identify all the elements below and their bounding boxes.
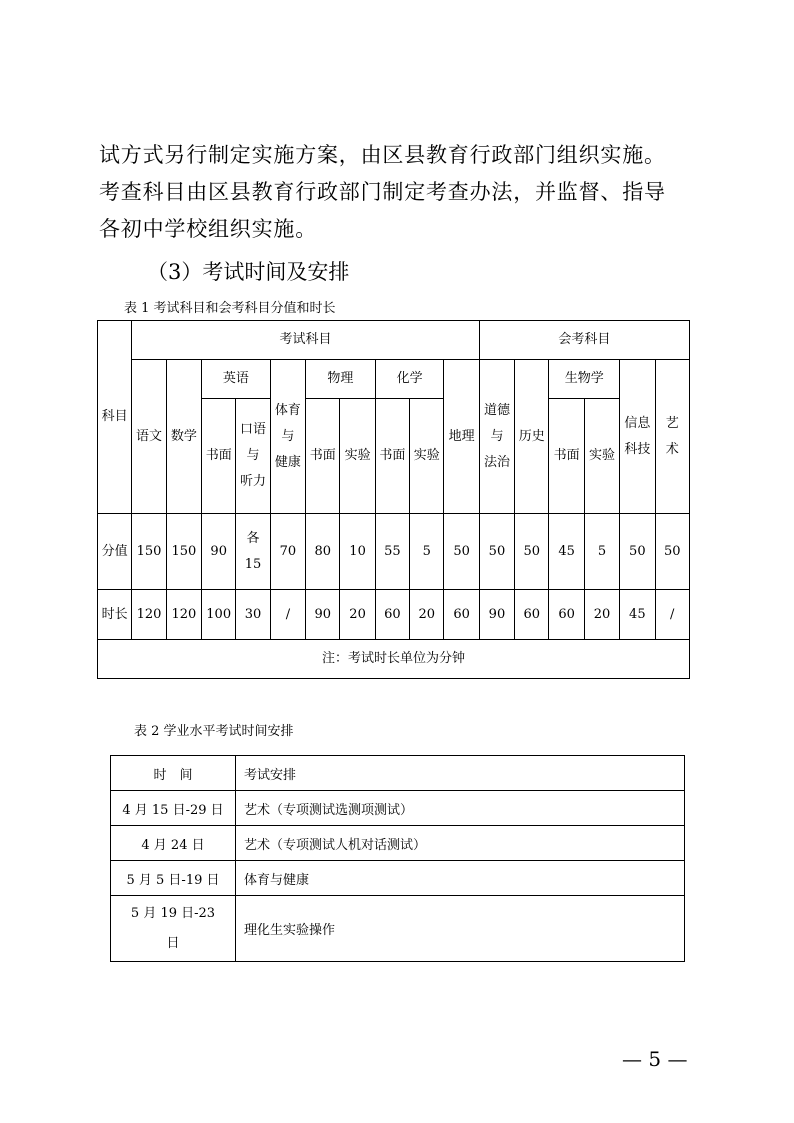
- col-lishi: 历史: [515, 360, 549, 514]
- schedule-time: 5 月 5 日-19 日: [111, 861, 236, 896]
- huikao-subjects-header: 会考科目: [479, 321, 689, 360]
- col-wuli-shumian: 书面: [306, 399, 340, 514]
- time-cell: 120: [132, 590, 166, 640]
- schedule-arrangement: 理化生实验操作: [236, 896, 685, 962]
- time-cell: 20: [340, 590, 375, 640]
- score-label: 分值: [98, 514, 132, 590]
- time-cell: /: [270, 590, 305, 640]
- col-yingyu-kouyu: 口语 与 听力: [236, 399, 270, 514]
- subject-header: 科目: [98, 321, 132, 514]
- col-huaxue-shumian: 书面: [375, 399, 409, 514]
- time-cell: 120: [166, 590, 201, 640]
- time-cell: 20: [410, 590, 444, 640]
- table2-caption: 表 2 学业水平考试时间安排: [134, 724, 294, 739]
- time-cell: 90: [479, 590, 514, 640]
- schedule-arrangement: 体育与健康: [236, 861, 685, 896]
- col-daode: 道德 与 法治: [479, 360, 514, 514]
- col-huaxue: 化学: [375, 360, 444, 399]
- score-cell: 70: [270, 514, 305, 590]
- score-cell: 5: [410, 514, 444, 590]
- score-cell: 45: [549, 514, 584, 590]
- time-label: 时长: [98, 590, 132, 640]
- schedule-time-header: 时 间: [111, 756, 236, 791]
- time-cell: 30: [236, 590, 270, 640]
- score-cell: 50: [515, 514, 549, 590]
- exam-subjects-header: 考试科目: [132, 321, 479, 360]
- schedule-arrangement: 艺术（专项测试人机对话测试）: [236, 826, 685, 861]
- schedule-time: 5 月 19 日-23 日: [111, 896, 236, 962]
- col-wuli-shiyan: 实验: [340, 399, 375, 514]
- col-huaxue-shiyan: 实验: [410, 399, 444, 514]
- time-cell: 60: [515, 590, 549, 640]
- section-subheading: （3）考试时间及安排: [147, 260, 350, 284]
- subject-score-table: [97, 320, 690, 679]
- col-shuxue: 数学: [166, 360, 201, 514]
- time-cell: 45: [620, 590, 655, 640]
- col-shengwu-shiyan: 实验: [584, 399, 619, 514]
- schedule-time: 4 月 24 日: [111, 826, 236, 861]
- col-shengwu: 生物学: [549, 360, 620, 399]
- score-cell: 150: [132, 514, 166, 590]
- score-cell: 50: [620, 514, 655, 590]
- score-cell: 55: [375, 514, 409, 590]
- time-cell: 90: [306, 590, 340, 640]
- time-cell: 60: [549, 590, 584, 640]
- score-cell: 5: [584, 514, 619, 590]
- col-dili: 地理: [444, 360, 479, 514]
- score-cell: 80: [306, 514, 340, 590]
- score-cell: 10: [340, 514, 375, 590]
- score-cell: 150: [166, 514, 201, 590]
- schedule-arrangement-header: 考试安排: [236, 756, 685, 791]
- schedule-table: [110, 755, 685, 962]
- col-xinxi: 信息 科技: [620, 360, 655, 514]
- schedule-arrangement: 艺术（专项测试选测项测试）: [236, 791, 685, 826]
- body-paragraph: 试方式另行制定实施方案，由区县教育行政部门组织实施。考查科目由区县教育行政部门制定考查办法，并监督、指导各初中学校组织实施。: [99, 143, 666, 241]
- time-cell: 20: [584, 590, 619, 640]
- page-number: — 5 —: [622, 1047, 688, 1071]
- table1-caption: 表 1 考试科目和会考科目分值和时长: [124, 301, 336, 316]
- time-cell: /: [655, 590, 690, 640]
- col-yingyu-shumian: 书面: [202, 399, 236, 514]
- time-cell: 100: [202, 590, 236, 640]
- score-cell: 50: [479, 514, 514, 590]
- col-yuwen: 语文: [132, 360, 166, 514]
- score-cell: 各 15: [236, 514, 270, 590]
- score-cell: 90: [202, 514, 236, 590]
- col-shengwu-shumian: 书面: [549, 399, 584, 514]
- table1-note: 注：考试时长单位为分钟: [98, 640, 690, 679]
- time-cell: 60: [375, 590, 409, 640]
- col-yishu: 艺 术: [655, 360, 690, 514]
- score-cell: 50: [655, 514, 690, 590]
- schedule-time: 4 月 15 日-29 日: [111, 791, 236, 826]
- col-wuli: 物理: [306, 360, 376, 399]
- time-cell: 60: [444, 590, 479, 640]
- score-cell: 50: [444, 514, 479, 590]
- col-yingyu: 英语: [202, 360, 271, 399]
- col-tiyu: 体育 与 健康: [270, 360, 305, 514]
